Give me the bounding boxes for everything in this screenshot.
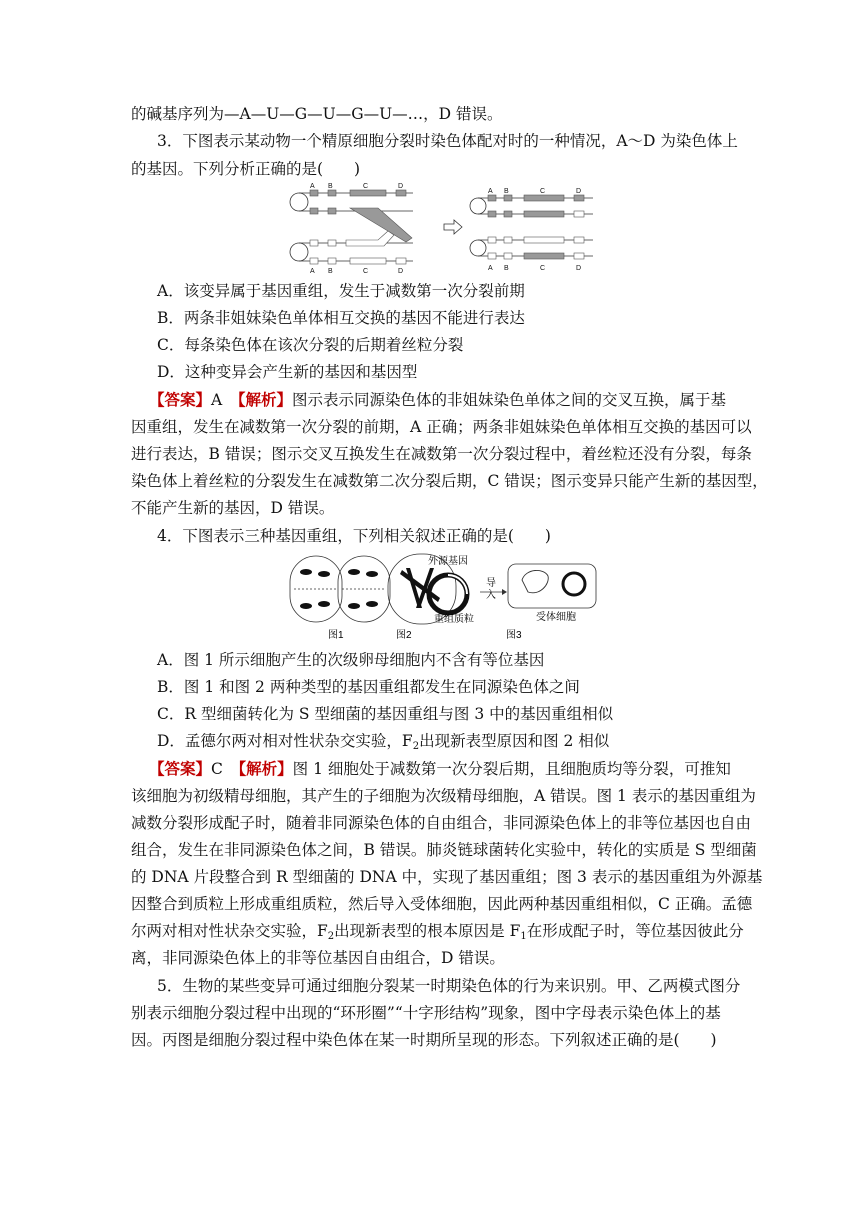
analysis-line <box>131 921 744 947</box>
analysis-text: 在形成配子时，等位基因彼此分 <box>526 922 744 940</box>
option-c: C．每条染色体在该次分裂的后期着丝粒分裂 <box>157 336 464 354</box>
option-d: D．这种变异会产生新的基因和基因型 <box>157 363 418 381</box>
gene-label: A <box>488 265 493 272</box>
question-3-stem: 3．下图表示某动物一个精原细胞分裂时染色体配对时的一种情况，A～D 为染色体上 <box>157 132 738 150</box>
answer-label: 【答案】 <box>149 390 212 409</box>
plasmid-label: 重组质粒 <box>434 614 474 625</box>
question-5-stem: 5．生物的某些变异可通过细胞分裂某一时期染色体的行为来识别。甲、乙两模式图分 <box>157 977 741 995</box>
option-d-text: D．孟德尔两对相对性状杂交实验，F <box>157 732 413 750</box>
figure-caption: 图1 <box>328 630 344 641</box>
gene-label: A <box>488 188 493 195</box>
chromosome-crossover-figure <box>288 182 608 276</box>
analysis-text: 尔两对相对性状杂交实验，F <box>131 922 328 940</box>
analysis-text: 出现新表型的根本原因是 F <box>334 922 521 940</box>
recipient-label: 受体细胞 <box>536 612 576 623</box>
gene-label: B <box>328 268 333 275</box>
arrow-icon <box>444 220 462 234</box>
foreign-gene-label: 外源基因 <box>428 556 468 567</box>
gene-label: B <box>328 183 333 190</box>
text-line: 的碱基序列为—A—U—G—U—G—U—…，D 错误。 <box>131 105 503 123</box>
question-5-stem-cont: 别表示细胞分裂过程中出现的“环形圈”“十字形结构”现象，图中字母表示染色体上的基 <box>131 1004 721 1022</box>
option-b: B．两条非姐妹染色单体相互交换的基因不能进行表达 <box>157 309 525 327</box>
answer-3-line <box>149 390 726 410</box>
gene-label: C <box>363 268 369 275</box>
analysis-line: 该细胞为初级精母细胞，其产生的子细胞为次级精母细胞，A 错误。图 1 表示的基因重组为 <box>131 787 756 805</box>
figure-caption: 图2 <box>396 630 412 641</box>
analysis-label: 【解析】 <box>237 390 292 409</box>
gene-label: C <box>540 265 546 272</box>
answer-label: 【答案】 <box>149 759 212 778</box>
gene-recombination-figure <box>288 550 600 644</box>
gene-label: A <box>310 183 315 190</box>
option-d <box>157 731 609 757</box>
analysis-label: 【解析】 <box>238 759 293 778</box>
gene-label: A <box>310 268 315 275</box>
import-label: 入 <box>486 590 496 601</box>
analysis-line: 因重组，发生在减数第一次分裂的前期，A 正确；两条非姐妹染色单体相互交换的基因可以 <box>131 418 752 436</box>
gene-label: C <box>363 183 369 190</box>
gene-label: D <box>398 268 404 275</box>
gene-label: B <box>504 188 509 195</box>
figure-caption: 图3 <box>506 630 522 641</box>
gene-label: D <box>398 183 404 190</box>
analysis-line: 离，非同源染色体上的非等位基因自由组合，D 错误。 <box>131 949 505 967</box>
import-label: 导 <box>486 578 496 589</box>
analysis-text: 图示表示同源染色体的非姐妹染色单体之间的交叉互换，属于基 <box>291 391 726 409</box>
question-4-stem: 4．下图表示三种基因重组，下列相关叙述正确的是( ) <box>157 527 551 545</box>
analysis-line: 不能产生新的基因，D 错误。 <box>131 499 335 517</box>
analysis-line: 组合，发生在非同源染色体之间，B 错误。肺炎链球菌转化实验中，转化的实质是 S 型细菌 <box>131 841 757 859</box>
analysis-line: 减数分裂形成配子时，随着非同源染色体的自由组合，非同源染色体上的非等位基因也自由 <box>131 814 752 832</box>
analysis-text: 图 1 细胞处于减数第一次分裂后期，且细胞质均等分裂，可推知 <box>292 760 731 778</box>
option-a: A．图 1 所示细胞产生的次级卵母细胞内不含有等位基因 <box>157 651 545 669</box>
option-b: B．图 1 和图 2 两种类型的基因重组都发生在同源染色体之间 <box>157 678 580 696</box>
question-3-stem-cont: 的基因。下列分析正确的是( ) <box>131 160 361 178</box>
gene-label: D <box>576 188 582 195</box>
option-d-text: 出现新表型原因和图 2 相似 <box>419 732 610 750</box>
answer-value: C <box>211 760 239 778</box>
analysis-line: 染色体上着丝粒的分裂发生在减数第二次分裂后期，C 错误；图示变异只能产生新的基因型， <box>131 472 768 490</box>
gene-label: D <box>576 265 582 272</box>
subscript: 2 <box>327 931 335 942</box>
question-5-stem-cont: 因。丙图是细胞分裂过程中染色体在某一时期所呈现的形态。下列叙述正确的是( ) <box>131 1031 717 1049</box>
answer-value: A <box>211 391 238 409</box>
subscript: 1 <box>520 931 527 942</box>
answer-4-line <box>149 759 731 779</box>
gene-label: C <box>540 188 546 195</box>
analysis-line: 进行表达，B 错误；图示交叉互换发生在减数第一次分裂过程中，着丝粒还没有分裂，每条 <box>131 445 752 463</box>
subscript: 2 <box>412 741 420 752</box>
option-c: C．R 型细菌转化为 S 型细菌的基因重组与图 3 中的基因重组相似 <box>157 705 614 723</box>
option-a: A．该变异属于基因重组，发生于减数第一次分裂前期 <box>157 282 525 300</box>
analysis-line: 的 DNA 片段整合到 R 型细菌的 DNA 中，实现了基因重组；图 3 表示的基因重组为外源基 <box>131 868 763 886</box>
gene-label: B <box>504 265 509 272</box>
analysis-line: 因整合到质粒上形成重组质粒，然后导入受体细胞，因此两种基因重组相似，C 正确。孟德 <box>131 895 753 913</box>
